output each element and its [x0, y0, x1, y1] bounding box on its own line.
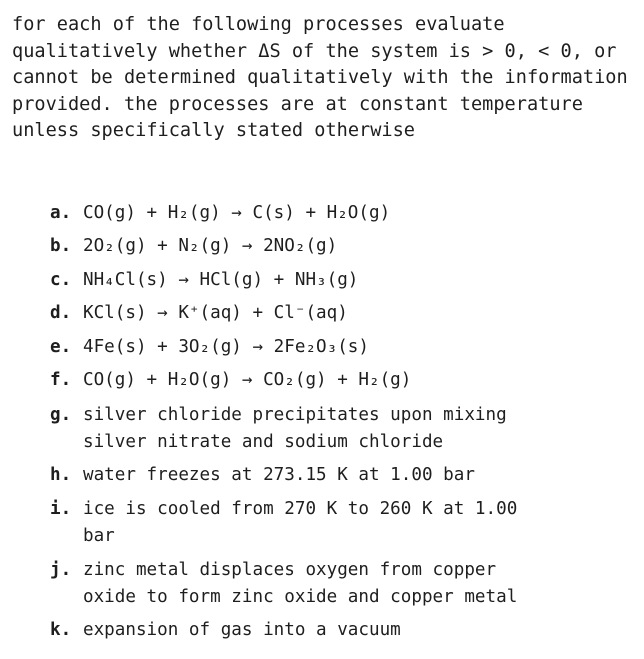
list-item: [50, 557, 630, 610]
item-text: expansion of gas into a vacuum: [83, 620, 401, 640]
item-letter: b.: [50, 236, 72, 256]
item-text: silver chloride precipitates upon mixing silver nitrate and sodium chloride: [83, 405, 507, 452]
item-text: CO(g) + H₂O(g) → CO₂(g) + H₂(g): [83, 370, 412, 390]
item-letter: c.: [50, 270, 72, 290]
item-letter: a.: [50, 203, 72, 223]
instructions-paragraph: for each of the following processes evaluate qualitatively whether ΔS of the system is > 0, < 0, or cannot be determined qualitatively with the information provided. the processes are at constant temperature unless specifically stated otherwise: [12, 14, 628, 141]
list-item: [50, 402, 630, 455]
item-text: ice is cooled from 270 K to 260 K at 1.00 bar: [83, 499, 518, 546]
list-item: [50, 496, 630, 549]
item-text: 4Fe(s) + 3O₂(g) → 2Fe₂O₃(s): [83, 337, 369, 357]
item-text: water freezes at 273.15 K at 1.00 bar: [83, 465, 475, 485]
item-letter: g.: [50, 405, 72, 425]
list-item: [50, 334, 630, 361]
item-text: zinc metal displaces oxygen from copper oxide to form zinc oxide and copper metal: [83, 560, 518, 607]
list-item: [50, 300, 630, 327]
item-letter: f.: [50, 370, 72, 390]
item-text: CO(g) + H₂(g) → C(s) + H₂O(g): [83, 203, 391, 223]
item-letter: i.: [50, 499, 72, 519]
list-item: [50, 462, 630, 489]
item-letter: h.: [50, 465, 72, 485]
list-item: [50, 233, 630, 260]
item-letter: j.: [50, 560, 72, 580]
item-letter: k.: [50, 620, 72, 640]
item-letter: e.: [50, 337, 72, 357]
list-item: [50, 267, 630, 294]
list-item: [50, 200, 630, 227]
item-letter: d.: [50, 303, 72, 323]
item-text: KCl(s) → K⁺(aq) + Cl⁻(aq): [83, 303, 348, 323]
list-item: [50, 617, 630, 644]
item-text: NH₄Cl(s) → HCl(g) + NH₃(g): [83, 270, 359, 290]
list-item: [50, 367, 630, 394]
item-text: 2O₂(g) + N₂(g) → 2NO₂(g): [83, 236, 338, 256]
